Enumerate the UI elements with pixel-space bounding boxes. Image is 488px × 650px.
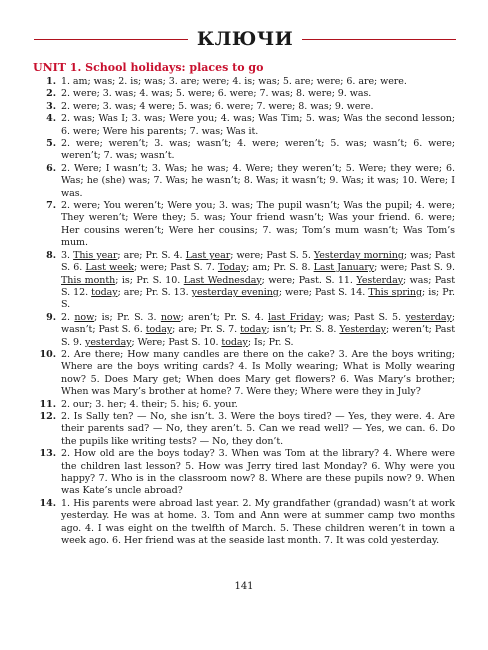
answer-item [33,448,455,498]
answer-segment: 3. [61,249,74,261]
answer-segment: ; aren’t; Pr. S. 4. [180,311,269,323]
answer-segment: 2. our; 3. her; 4. their; 5. his; 6. your. [61,398,238,410]
underlined-phrase: yesterday evening [191,286,279,298]
header-rule-left [34,39,188,40]
answer-item [33,113,455,138]
answer-text [61,101,455,113]
answer-segment: 2. were; weren’t; 3. was; wasn’t; 4. were; weren’t; 5. was; wasn’t; 6. were; weren’t; 7. was; wasn’t. [61,138,455,162]
exercise-number: 4. [46,113,56,125]
underlined-phrase: Last January [313,262,375,274]
answer-item [33,138,455,163]
header-rule-right [302,39,456,40]
answer-segment: 2. Were; I wasn’t; 3. Was; he was; 4. Were; they weren’t; 5. Were; they were; 6. Was; he (she) was; 7. Was; he wasn’t; 8. Was; it wasn’t; 9. Was; it was; 10. Were; I was. [61,162,455,199]
exercise-number: 3. [46,100,56,112]
answer-segment: ; was; Past S. 6. [61,249,456,274]
underlined-phrase: today [240,324,267,336]
underlined-phrase: today [145,324,173,336]
answer-item [33,498,455,548]
answer-segment: ; were; Past S. 7. [133,262,218,274]
answer-segment: ; was; Past S. 5. [320,311,406,323]
underlined-phrase: Yesterday [339,324,386,336]
answer-segment: ; were; Past S. 5. [230,249,314,261]
answer-text [61,349,455,399]
answer-segment: 2. Is Sally ten? — No, she isn’t. 3. Were the boys tired? — Yes, they were. 4. Are their parents sad? — No, they aren’t. 5. Can we read well? — Yes, we can. 6. Do the pupils like writing tests? — No, they don’t. [61,410,455,447]
exercise-number: 10. [39,348,56,360]
answer-item [33,101,455,113]
answer-text [61,113,455,138]
underlined-phrase: Last Wednesday [183,274,262,286]
answer-text [61,312,455,349]
unit-title: UNIT 1. School holidays: places to go [33,61,264,74]
underlined-phrase: This month [61,274,116,286]
answer-item [33,349,455,399]
answer-segment: ; were; Past S. 9. [374,262,455,274]
answer-text [61,138,455,163]
underlined-phrase: Last year [185,249,231,261]
page-number: 141 [234,581,254,592]
answer-segment: ; Were; Past S. 10. [131,336,222,348]
answer-text [61,399,455,411]
underlined-phrase: Last week [85,262,134,274]
underlined-phrase: yesterday [405,311,452,323]
answer-text [61,200,455,250]
answer-item [33,76,455,88]
answer-segment: 1. am; was; 2. is; was; 3. are; were; 4. is; was; 5. are; were; 6. are; were. [61,76,407,87]
answer-text [61,250,455,312]
answer-text [61,448,455,498]
exercise-number: 7. [46,200,56,212]
exercise-number: 2. [46,88,56,100]
underlined-phrase: now [160,311,181,323]
underlined-phrase: now [74,311,95,323]
answer-text [61,163,455,200]
answer-segment: 2. How old are the boys today? 3. When was Tom at the library? 4. Where were the children last lesson? 5. How was Jerry tired last Monday? 6. Why were you happy? 7. Who is in the classroom now? 8. Where are these pupils now? 9. When was Kate’s uncle abroad? [61,448,455,497]
answer-segment: 2. were; 3. was; 4. was; 5. were; 6. were; 7. was; 8. were; 9. was. [61,88,372,100]
answer-segment: ; isn’t; Pr. S. 8. [266,324,340,336]
answer-item [33,200,455,250]
underlined-phrase: This year [73,249,118,261]
answer-text [61,411,455,448]
exercise-number: 11. [39,398,56,410]
exercise-number: 6. [46,162,56,174]
exercise-number: 9. [46,311,56,323]
page-title: КЛЮЧИ [196,28,294,50]
exercise-number: 14. [39,497,56,509]
answer-item [33,411,455,448]
page-header [34,26,456,52]
answer-segment: ; are; Pr. S. 4. [117,249,186,261]
answer-item [33,312,455,349]
answer-item [33,163,455,200]
answer-segment: ; weren’t; Past S. 9. [61,324,455,348]
answer-segment: ; were; Past S. 14. [278,286,369,298]
exercise-number: 13. [39,448,56,460]
underlined-phrase: Today [217,262,247,274]
exercise-number: 1. [46,76,56,87]
underlined-phrase: today [91,286,118,298]
answer-text [61,88,455,100]
answer-segment: ; were; Past. S. 11. [261,274,357,286]
answer-item [33,88,455,100]
underlined-phrase: last Friday [268,311,321,323]
underlined-phrase: This spring [368,286,422,298]
answer-segment: ; Is; Pr. S. [247,336,294,348]
answer-item [33,399,455,411]
answer-segment: 2. Are there; How many candles are there on the cake? 3. Are the boys writing; Where are the boys writing cards? 4. Is Molly wearing; What is Molly wearing now? 5. Does Mary get; When does Mary get flowers? 6. Was Mary’s brother; When was Mary’s brother at home? 7. Were they; Where were they in July? [61,348,455,398]
exercise-number: 12. [39,410,56,422]
underlined-phrase: Yesterday [356,274,404,286]
exercise-number: 8. [46,249,56,261]
answer-segment: 2. [61,311,75,323]
answer-text [61,76,455,88]
answer-segment: ; are; Pr. S. 13. [117,286,192,298]
answer-item [33,250,455,312]
underlined-phrase: yesterday [85,336,132,348]
answer-segment: ; is; Pr. S. 10. [115,274,184,286]
answer-segment: ; was; Past S. 12. [61,274,455,298]
answer-segment: ; is; Pr. S. 3. [94,311,161,323]
underlined-phrase: today [221,336,248,348]
answer-segment: ; wasn’t; Past S. 6. [61,311,455,336]
answer-segment: 2. were; You weren’t; Were you; 3. was; The pupil wasn’t; Was the pupil; 4. were; They weren’t; Were they; 5. was; Your friend wasn’t; Was your friend. 6. were; Her cousins weren’t; Were her cousins; 7. was; Tom’s mum wasn’t; Was Tom’s mum. [61,200,455,249]
answer-segment: ; are; Pr. S. 7. [172,324,241,336]
answer-segment: ; am; Pr. S. 8. [246,262,314,274]
answer-segment: 2. was; Was I; 3. was; Were you; 4. was; Was Tim; 5. was; Was the second lesson; 6. were; Were his parents; 7. was; Was it. [61,113,455,137]
answer-text [61,498,455,548]
underlined-phrase: Yesterday morning [313,249,404,261]
answer-segment: ; is; Pr. S. [61,286,455,311]
exercise-number: 5. [46,138,56,150]
answer-segment: 2. were; 3. was; 4 were; 5. was; 6. were; 7. were; 8. was; 9. were. [61,100,374,112]
answer-list [33,76,455,547]
answer-segment: 1. His parents were abroad last year. 2. My grandfather (grandad) wasn’t at work yesterday. He was at home. 3. Tom and Ann were at summer camp two months ago. 4. I was eight on the twelfth of March. 5. These children weren’t in town a week ago. 6. Her friend was at the seaside last month. 7. It was cold yesterday. [61,497,455,547]
